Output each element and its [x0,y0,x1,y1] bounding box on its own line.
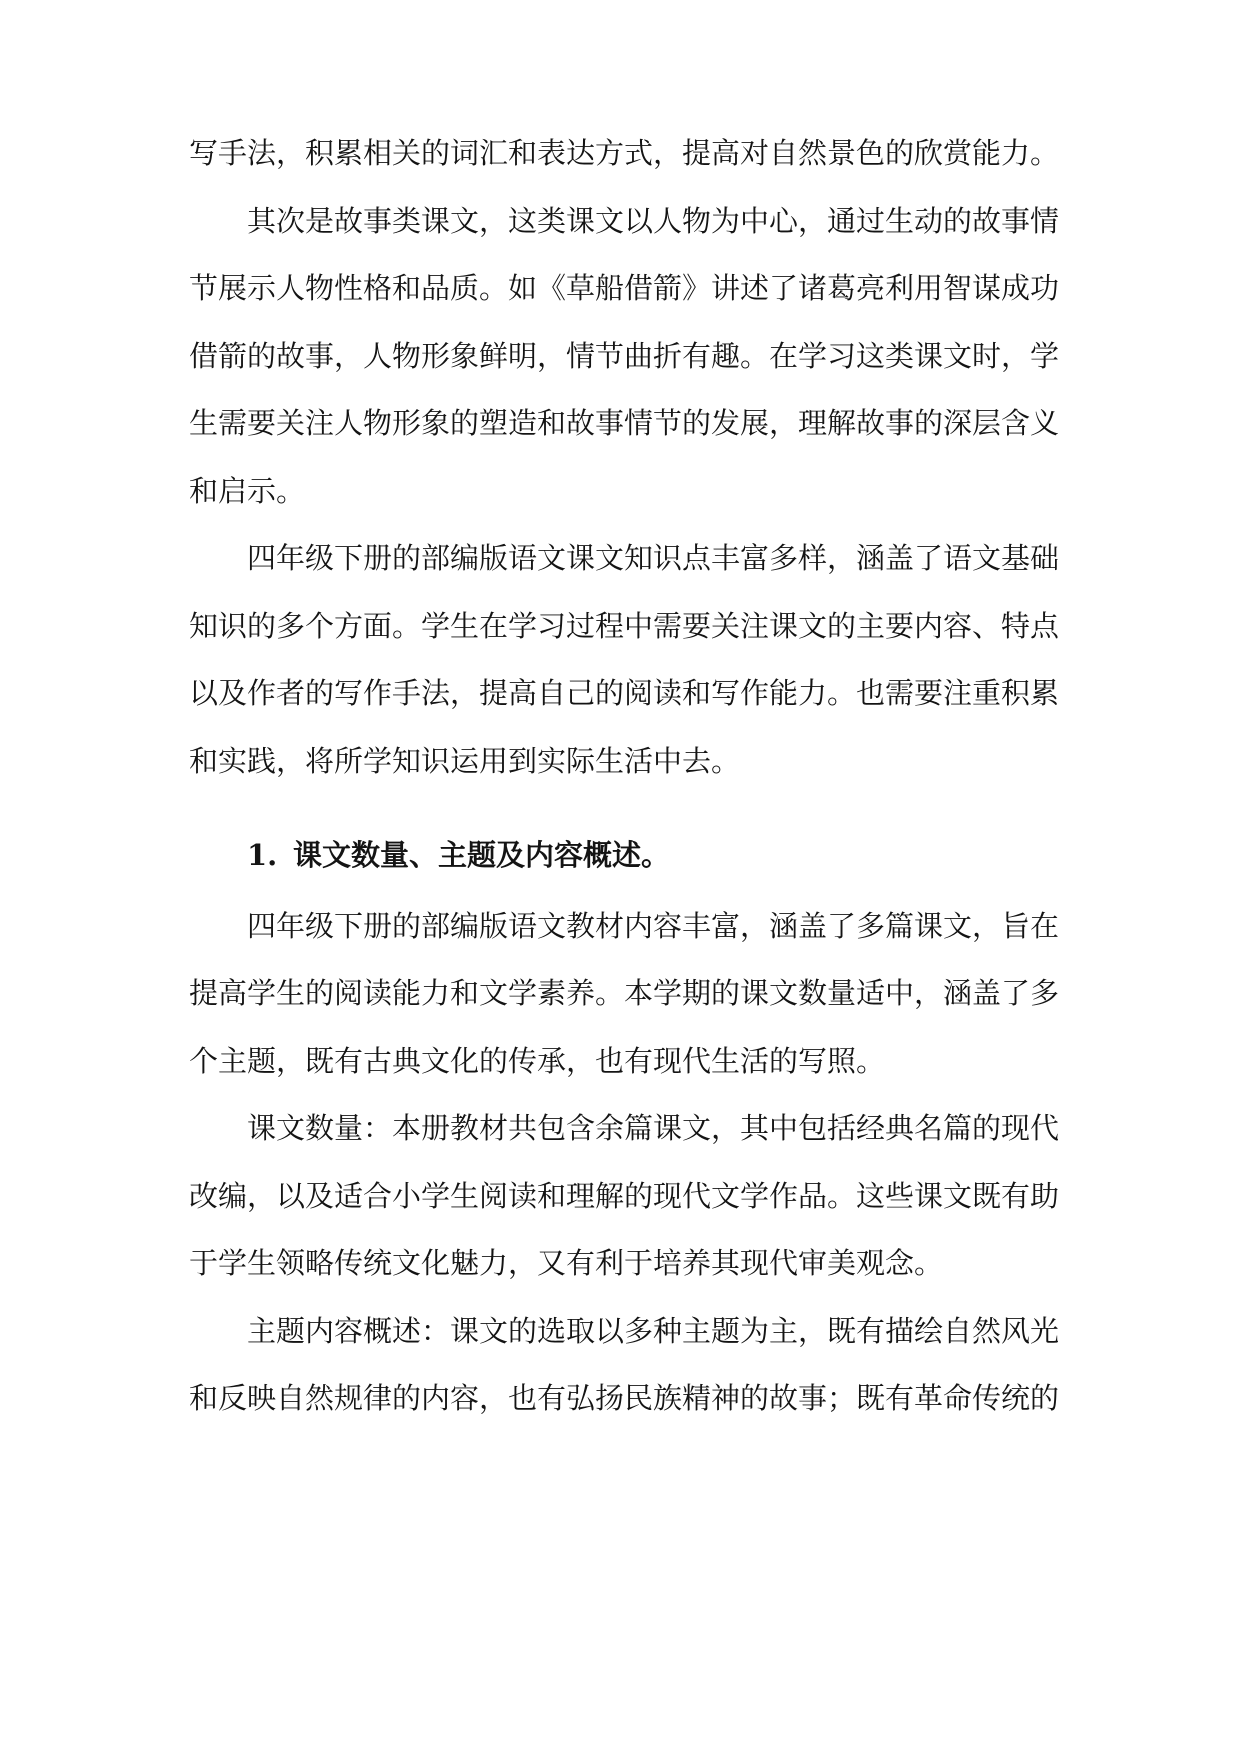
overview-paragraph-line-3: 个主题，既有古典文化的传承，也有现代生活的写照。 [189,1044,886,1078]
intro-paragraph-tail-line: 写手法，积累相关的词汇和表达方式，提高对自然景色的欣赏能力。 [189,136,1060,170]
summary-paragraph-line-2: 知识的多个方面。学生在学习过程中需要关注课文的主要内容、特点 [189,609,1060,643]
section-heading-title: 课文数量、主题及内容概述。 [293,838,671,872]
summary-paragraph-line-4: 和实践，将所学知识运用到实际生活中去。 [189,744,741,778]
count-paragraph-line-3: 于学生领略传统文化魅力，又有利于培养其现代审美观念。 [189,1246,944,1280]
overview-paragraph-line-2: 提高学生的阅读能力和文学素养。本学期的课文数量适中，涵盖了多 [189,976,1060,1010]
story-paragraph-line-1: 其次是故事类课文，这类课文以人物为中心，通过生动的故事情 [247,204,1060,238]
section-heading [247,832,670,878]
theme-paragraph-line-1: 主题内容概述：课文的选取以多种主题为主，既有描绘自然风光 [247,1314,1060,1348]
story-paragraph-line-5: 和启示。 [189,474,306,508]
story-paragraph-line-3: 借箭的故事，人物形象鲜明，情节曲折有趣。在学习这类课文时，学 [189,339,1060,373]
overview-paragraph-line-1: 四年级下册的部编版语文教材内容丰富，涵盖了多篇课文，旨在 [247,909,1060,943]
count-paragraph-line-1: 课文数量：本册教材共包含余篇课文，其中包括经典名篇的现代 [247,1111,1060,1145]
story-paragraph-line-2: 节展示人物性格和品质。如《草船借箭》讲述了诸葛亮利用智谋成功 [189,271,1060,305]
section-heading-number: 1. [247,838,278,872]
theme-paragraph-line-2: 和反映自然规律的内容，也有弘扬民族精神的故事；既有革命传统的 [189,1381,1060,1415]
story-paragraph-line-4: 生需要关注人物形象的塑造和故事情节的发展，理解故事的深层含义 [189,406,1060,440]
count-paragraph-line-2: 改编，以及适合小学生阅读和理解的现代文学作品。这些课文既有助 [189,1179,1060,1213]
summary-paragraph-line-3: 以及作者的写作手法，提高自己的阅读和写作能力。也需要注重积累 [189,676,1060,710]
summary-paragraph-line-1: 四年级下册的部编版语文课文知识点丰富多样，涵盖了语文基础 [247,541,1060,575]
